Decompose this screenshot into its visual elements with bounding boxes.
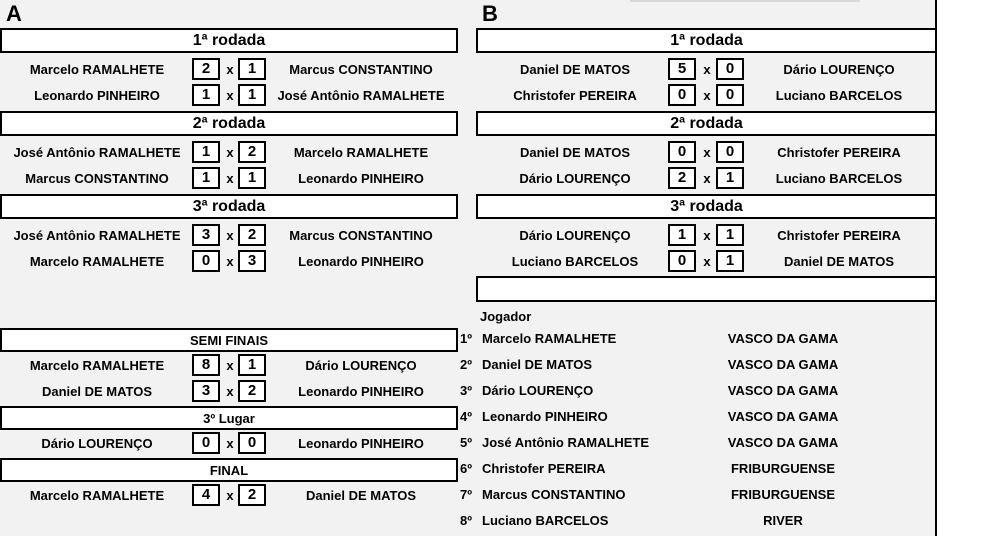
versus-separator: x [226, 384, 234, 399]
standings-player: Marcus CONSTANTINO [482, 487, 626, 502]
away-player: Leonardo PINHEIRO [298, 384, 424, 399]
versus-separator: x [226, 88, 234, 103]
standings-position: 7º [460, 487, 472, 502]
away-player: Luciano BARCELOS [775, 171, 903, 186]
away-score[interactable]: 1 [716, 167, 744, 189]
standings-team: FRIBURGUENSE [730, 487, 835, 502]
versus-separator: x [703, 145, 711, 160]
away-score[interactable]: 0 [716, 141, 744, 163]
home-player: Luciano BARCELOS [511, 254, 639, 269]
third-place-title: 3º Lugar [0, 406, 458, 430]
match-row [0, 224, 937, 248]
home-player: Dário LOURENÇO [519, 228, 631, 243]
standings-position: 4º [460, 409, 472, 424]
standings-team: VASCO DA GAMA [727, 357, 839, 372]
final-title: FINAL [0, 458, 458, 482]
versus-separator: x [226, 171, 234, 186]
home-player: Marcelo RAMALHETE [29, 358, 165, 373]
home-player: Marcus CONSTANTINO [25, 171, 169, 186]
home-score[interactable]: 5 [668, 58, 696, 80]
home-score[interactable]: 1 [192, 167, 220, 189]
standings-team: FRIBURGUENSE [730, 461, 835, 476]
standings-row [460, 511, 930, 531]
group-a-round-3-title: 3ª rodada [0, 194, 458, 219]
group-a-round-1-title: 1ª rodada [0, 28, 458, 53]
standings-title-bar [476, 276, 937, 302]
standings-row [460, 381, 930, 401]
standings-player: Leonardo PINHEIRO [482, 409, 608, 424]
versus-separator: x [226, 254, 234, 269]
standings-row [460, 407, 930, 427]
home-player: Leonardo PINHEIRO [34, 88, 160, 103]
standings-row [460, 485, 930, 505]
group-b-letter: B [482, 1, 498, 26]
standings-row [460, 433, 930, 453]
home-player: Marcelo RAMALHETE [29, 254, 165, 269]
versus-separator: x [226, 436, 234, 451]
home-player: José Antônio RAMALHETE [13, 228, 181, 243]
home-score[interactable]: 0 [192, 432, 220, 454]
standings-team: VASCO DA GAMA [727, 331, 839, 346]
away-player: Marcelo RAMALHETE [293, 145, 429, 160]
away-score[interactable]: 0 [238, 432, 266, 454]
standings-position: 5º [460, 435, 472, 450]
match-row [0, 167, 937, 191]
home-score[interactable]: 4 [192, 484, 220, 506]
home-player: Daniel DE MATOS [519, 62, 631, 77]
versus-separator: x [703, 171, 711, 186]
match-row [0, 141, 937, 165]
standings-player: Luciano BARCELOS [482, 513, 609, 528]
standings-team: RIVER [763, 513, 803, 528]
away-player: Marcus CONSTANTINO [289, 62, 433, 77]
home-score[interactable]: 0 [668, 84, 696, 106]
away-score[interactable]: 1 [716, 250, 744, 272]
away-player: Dário LOURENÇO [783, 62, 895, 77]
away-score[interactable]: 2 [238, 380, 266, 402]
versus-separator: x [703, 62, 711, 77]
standings-position: 3º [460, 383, 472, 398]
away-score[interactable]: 1 [238, 84, 266, 106]
home-score[interactable]: 1 [192, 84, 220, 106]
group-b-round-3-title: 3ª rodada [476, 194, 937, 219]
away-player: Daniel DE MATOS [783, 254, 895, 269]
away-player: José Antônio RAMALHETE [277, 88, 445, 103]
versus-separator: x [226, 488, 234, 503]
away-player: Leonardo PINHEIRO [298, 171, 424, 186]
standings-header: Jogador [480, 309, 532, 324]
versus-separator: x [703, 254, 711, 269]
away-score[interactable]: 2 [238, 484, 266, 506]
top-strip [630, 0, 860, 2]
away-score[interactable]: 0 [716, 58, 744, 80]
away-player: Christofer PEREIRA [777, 145, 901, 160]
away-score[interactable]: 3 [238, 250, 266, 272]
home-score[interactable]: 2 [192, 58, 220, 80]
home-player: Dário LOURENÇO [41, 436, 153, 451]
standings-position: 8º [460, 513, 472, 528]
match-row [0, 58, 937, 82]
home-player: Dário LOURENÇO [519, 171, 631, 186]
versus-separator: x [703, 228, 711, 243]
standings-player: Christofer PEREIRA [482, 461, 606, 476]
standings-player: Marcelo RAMALHETE [482, 331, 617, 346]
home-score[interactable]: 0 [192, 250, 220, 272]
versus-separator: x [226, 358, 234, 373]
away-score[interactable]: 1 [238, 354, 266, 376]
standings-row [460, 329, 930, 349]
home-score[interactable]: 3 [192, 224, 220, 246]
versus-separator: x [226, 62, 234, 77]
home-score[interactable]: 3 [192, 380, 220, 402]
home-score[interactable]: 8 [192, 354, 220, 376]
home-player: Marcelo RAMALHETE [29, 488, 165, 503]
group-a-letter: A [6, 1, 22, 26]
versus-separator: x [226, 228, 234, 243]
home-score[interactable]: 1 [192, 141, 220, 163]
group-b-round-1-title: 1ª rodada [476, 28, 937, 53]
standings-position: 2º [460, 357, 472, 372]
home-player: Daniel DE MATOS [41, 384, 153, 399]
home-score[interactable]: 0 [668, 141, 696, 163]
away-player: Marcus CONSTANTINO [289, 228, 433, 243]
away-player: Dário LOURENÇO [305, 358, 417, 373]
versus-separator: x [703, 88, 711, 103]
home-player: Marcelo RAMALHETE [29, 62, 165, 77]
standings-player: José Antônio RAMALHETE [482, 435, 650, 450]
standings-team: VASCO DA GAMA [727, 383, 839, 398]
home-score[interactable]: 1 [668, 224, 696, 246]
group-b-round-2-title: 2ª rodada [476, 111, 937, 136]
group-a-round-2-title: 2ª rodada [0, 111, 458, 136]
standings-team: VASCO DA GAMA [727, 435, 839, 450]
home-player: José Antônio RAMALHETE [13, 145, 181, 160]
standings-team: VASCO DA GAMA [727, 409, 839, 424]
home-score[interactable]: 2 [668, 167, 696, 189]
away-player: Luciano BARCELOS [775, 88, 903, 103]
away-score[interactable]: 1 [238, 167, 266, 189]
standings-position: 1º [460, 331, 472, 346]
home-player: Christofer PEREIRA [513, 88, 637, 103]
away-score[interactable]: 1 [238, 58, 266, 80]
away-score[interactable]: 0 [716, 84, 744, 106]
away-player: Daniel DE MATOS [305, 488, 417, 503]
home-player: Daniel DE MATOS [519, 145, 631, 160]
match-row [0, 250, 937, 274]
home-score[interactable]: 0 [668, 250, 696, 272]
match-row [0, 84, 937, 108]
away-player: Leonardo PINHEIRO [298, 254, 424, 269]
standings-player: Daniel DE MATOS [482, 357, 593, 372]
standings-player: Dário LOURENÇO [482, 383, 594, 398]
standings-row [460, 355, 930, 375]
away-score[interactable]: 2 [238, 224, 266, 246]
standings-row [460, 459, 930, 479]
away-score[interactable]: 2 [238, 141, 266, 163]
semifinals-title: SEMI FINAIS [0, 328, 458, 352]
away-score[interactable]: 1 [716, 224, 744, 246]
away-player: Leonardo PINHEIRO [298, 436, 424, 451]
away-player: Christofer PEREIRA [777, 228, 901, 243]
standings-position: 6º [460, 461, 472, 476]
versus-separator: x [226, 145, 234, 160]
